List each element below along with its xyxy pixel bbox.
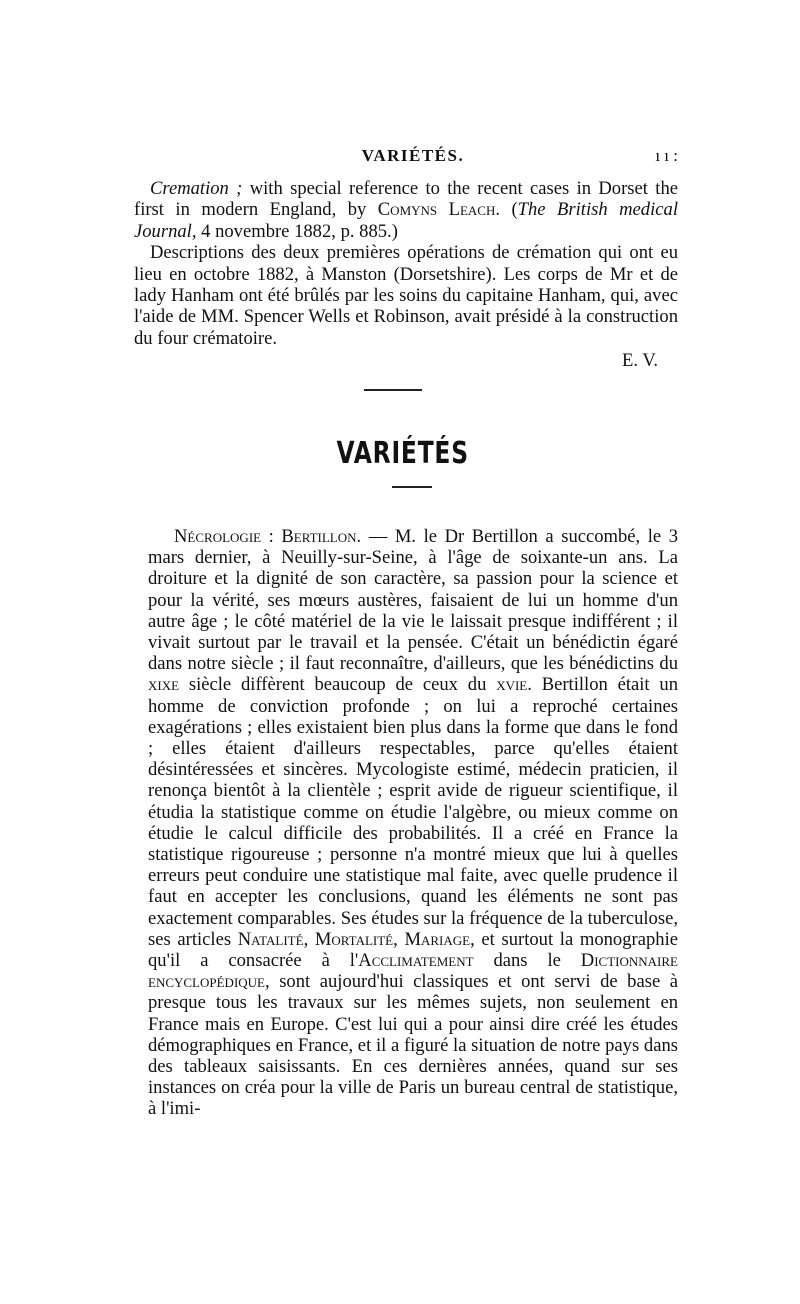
running-title: VARIÉTÉS. [361, 146, 465, 165]
century-16: xvie [496, 674, 528, 696]
article-text-6: , sont aujourd'hui classiques et ont servi de base à presque tous les travaux sur les mêmes sujets, non seulement en France mais en Europe. C'est lui qui a pour ainsi dire créé les études démographiques en France, et il a figuré la situation de notre pays dans des tableaux saisissants. En ces dernières années, quand sur ses instances on créa pour la ville de Paris un bureau central de statistique, à l'imi- [148, 971, 678, 1120]
article-sep-1: , [303, 928, 315, 950]
notice-paragraph: Descriptions des deux premières opérations de crémation qui ont eu lieu en octobre 1882, à Manston (Dorsetshire). Les corps de Mr et de lady Hanham ont été brûlés par les soins du capitaine Hanham, qui, avec l'aide de MM. Spencer Wells et Robinson, avait présidé à la construction du four crématoire. [134, 242, 678, 349]
separator-rule-top [364, 389, 422, 391]
article-text-5: dans le [473, 950, 581, 972]
article-text-3: . Bertillon était un homme de conviction profonde ; on lui a reproché certaines exagérations ; elles existaient bien plus dans la forme que dans le fond ; elles étaient d'ailleurs respectables, parce qu'elles étaient désintéressées et sincères. Mycologiste estimé, médecin praticien, il renonça bientôt à la clientèle ; esprit avide de rigueur scientifique, il étudia la statistique comme on étudie l'algèbre, ou mieux comme on étudie le calcul difficile des probabilités. Il a créé en France la statistique rigoureuse ; personne n'a montré mieux que lui à quelles erreurs peut conduire une statistique mal faite, avec quelle prudence il faut en accepter les conclusions, quand les éléments ne sont pas exactement comparables. Ses études sur la fréquence de la tuberculose, ses articles [148, 674, 679, 950]
article-ref-natalite: Natalité [237, 928, 304, 950]
article-ref-mariage: Mariage [404, 928, 471, 950]
article-text-1: M. le Dr Bertillon a succombé, le 3 mars dernier, à Neuilly-sur-Seine, à l'âge de soixante-un ans. La droiture et la dignité de son caractère, sa passion pour la science et pour la vérité, ses mœurs austères, faisaient de lui un homme d'un autre âge ; le côté matériel de la vie le laissait presque indifférent ; il vivait surtout par le travail et la pensée. C'était un bénédictin égaré dans notre siècle ; il faut reconnaître, d'ailleurs, que les bénédictins du [148, 526, 679, 675]
article-heading: Nécrologie : Bertillon. [174, 526, 362, 547]
article-text-2: siècle diffèrent beaucoup de ceux du [179, 674, 497, 696]
page-number: ı ı : [655, 146, 678, 165]
citation-journal: The British medical Journal [134, 199, 678, 242]
citation-title: Cremation ; [150, 178, 243, 199]
citation-author: Comyns Leach [377, 199, 496, 221]
article-text-4: , et surtout la monographie qu'il a consacrée à l' [148, 928, 678, 972]
article-sep-2: , [393, 928, 405, 950]
citation [134, 178, 678, 242]
article-ref-dictionnaire: Dictionnaire encyclopédique [148, 950, 678, 993]
bibliography-notice [134, 178, 678, 372]
article-ref-acclimatement: Acclimatement [358, 950, 474, 972]
century-19: xixe [148, 674, 180, 696]
citation-text-a: with special reference to the recent cases in Dorset the first in modern England, by [134, 178, 678, 221]
separator-rule-bottom [392, 486, 432, 488]
notice-signature: E. V. [622, 350, 658, 372]
article-dash: — [361, 526, 395, 547]
article-paragraph [148, 526, 678, 1120]
running-header [148, 146, 678, 174]
article-ref-mortalite: Mortalité [314, 928, 394, 950]
citation-text-b: . ( [495, 199, 518, 221]
article-body [148, 526, 678, 1120]
section-title: VARIÉTÉS [336, 436, 469, 471]
citation-text-c: , 4 novembre 1882, p. 885.) [191, 220, 398, 242]
